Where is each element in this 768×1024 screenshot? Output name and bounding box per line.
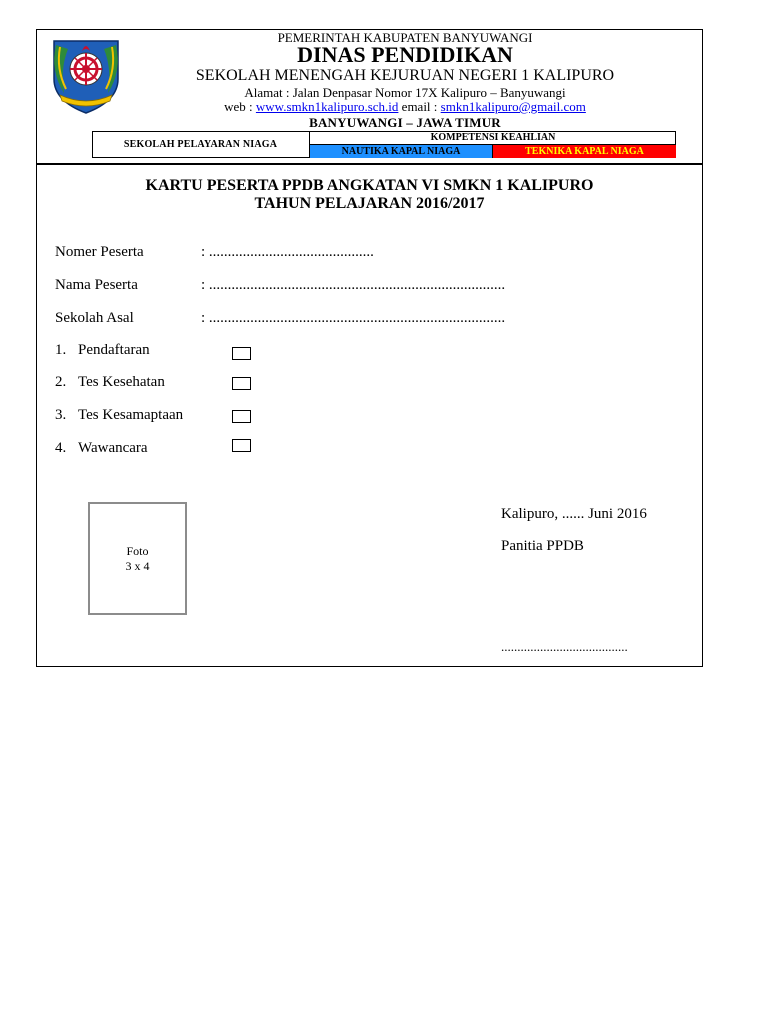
school-contacts <box>130 100 680 113</box>
stage-number: 1. <box>55 342 67 358</box>
government-name: PEMERINTAH KABUPATEN BANYUWANGI <box>277 30 533 45</box>
field-value-participant-name: : ............................................................................... <box>201 277 506 293</box>
school-name: SEKOLAH MENENGAH KEJURUAN NEGERI 1 KALIPURO <box>195 67 615 84</box>
field-label-participant-number: Nomer Peserta <box>55 244 144 260</box>
website-link[interactable]: www.smkn1kalipuro.sch.id <box>255 99 399 114</box>
stage-label-registration: Pendaftaran <box>78 342 150 358</box>
field-label-origin-school: Sekolah Asal <box>55 310 134 326</box>
photo-label <box>88 544 187 574</box>
stage-number: 3. <box>55 407 67 423</box>
field-value-origin-school: : ............................................................................... <box>201 310 506 326</box>
stage-number: 2. <box>55 374 67 390</box>
signature-line: ....................................... <box>501 639 628 654</box>
school-type-cell: SEKOLAH PELAYARAN NIAGA <box>92 131 310 158</box>
stage-label-fitness-test: Tes Kesamaptaan <box>78 407 184 423</box>
committee-name: Panitia PPDB <box>501 538 584 554</box>
header-divider <box>36 163 703 165</box>
checkbox-registration[interactable] <box>232 347 251 360</box>
card-title: KARTU PESERTA PPDB ANGKATAN VI SMKN 1 KALIPURO <box>145 177 594 194</box>
photo-label-line1: Foto <box>126 544 149 558</box>
stage-number: 4. <box>55 440 67 456</box>
field-label-participant-name: Nama Peserta <box>55 277 138 293</box>
field-value-participant-number: : ............................................ <box>201 244 374 260</box>
web-label: web : <box>224 99 256 114</box>
program-nautika-cell: NAUTIKA KAPAL NIAGA <box>310 145 492 158</box>
stage-label-interview: Wawancara <box>78 440 148 456</box>
checkbox-health-test[interactable] <box>232 377 251 390</box>
photo-label-line2: 3 x 4 <box>125 559 150 573</box>
school-region: BANYUWANGI – JAWA TIMUR <box>309 115 501 130</box>
checkbox-interview[interactable] <box>232 439 251 452</box>
department-name: DINAS PENDIDIKAN <box>297 42 513 67</box>
school-address: Alamat : Jalan Denpasar Nomor 17X Kalipuro – Banyuwangi <box>244 85 566 100</box>
email-label: email : <box>398 99 441 114</box>
checkbox-fitness-test[interactable] <box>232 410 251 423</box>
program-teknika-cell: TEKNIKA KAPAL NIAGA <box>492 145 676 158</box>
stage-label-health-test: Tes Kesehatan <box>78 374 165 390</box>
email-link[interactable]: smkn1kalipuro@gmail.com <box>440 99 586 114</box>
place-date: Kalipuro, ...... Juni 2016 <box>501 506 647 522</box>
school-emblem-logo <box>46 35 126 115</box>
card-subtitle: TAHUN PELAJARAN 2016/2017 <box>254 195 485 212</box>
competency-heading: KOMPETENSI KEAHLIAN <box>310 131 676 145</box>
